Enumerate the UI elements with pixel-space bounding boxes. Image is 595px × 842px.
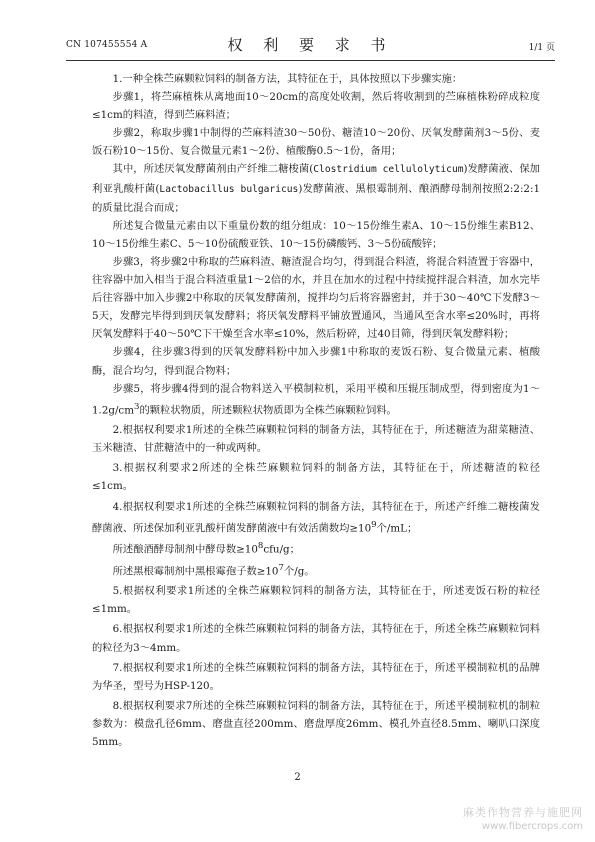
page-indicator: 1/1 页: [528, 43, 555, 53]
text-segment: cfu/g；: [263, 543, 300, 556]
claim-1-step-2-inoculant: [92, 160, 540, 216]
claim-1-step-4: 步骤4，往步骤3得到的厌氧发酵料粉中加入步骤1中称取的麦饭石粉、复合微量元素、植酸酶，混合均匀，得到混合物料；: [92, 346, 540, 377]
claims-body: [92, 70, 540, 751]
header-divider: [66, 60, 555, 61]
claim-4-rhizopus: [92, 559, 540, 581]
species-name: Clostridium cellulolyticum: [313, 164, 464, 176]
text-segment: 的颗粒状物质，所述颗粒状物质即为全株苎麻颗粒饲料。: [139, 404, 397, 417]
text-segment: 4.根据权利要求1所述的全株苎麻颗粒饲料的制备方法，其特征在于，所述产纤维二糖梭菌发酵菌液、所述保加利亚乳酸杆菌发酵菌液中有效活菌数均≥10: [92, 500, 540, 535]
text-segment: 所述酿酒酵母制剂中酵母数≥10: [112, 543, 258, 556]
claim-6: 6.根据权利要求1所述的全株苎麻颗粒饲料的制备方法，其特征在于，所述全株苎麻颗粒饲料的粒径为3～4mm。: [92, 623, 540, 654]
superscript: 9: [371, 519, 377, 530]
claim-1-step-1: 步骤1，将苎麻植株从离地面10～20cm的高度处收割，然后将收割到的苎麻植株粉碎成粒度≤1cm的料渣，得到苎麻料渣；: [92, 91, 540, 122]
claim-5: 5.根据权利要求1所述的全株苎麻颗粒饲料的制备方法，其特征在于，所述麦饭石粉的粒径≤1mm。: [92, 585, 540, 616]
page-header: [66, 30, 555, 60]
text-segment: )发酵菌液、保加利亚乳酸杆菌(: [92, 163, 540, 195]
claim-4: [92, 498, 540, 538]
watermark: [463, 806, 583, 834]
superscript: 8: [257, 541, 264, 552]
text-segment: 步骤5，将步骤4得到的混合物料送入平模制粒机，采用平模和压辊压制成型，得到密度为1～1.2g/cm: [92, 382, 540, 417]
claim-1-step-2: 步骤2，称取步骤1中制得的苎麻料渣30～50份、糖渣10～20份、厌氧发酵菌剂3～5份、麦饭石粉10～15份、复合微量元素1～2份、植酸酶0.5～1份，备用；: [92, 127, 540, 158]
claim-1-step-3: 步骤3，将步骤2中称取的苎麻料渣、糖渣混合均匀，得到混合料渣，将混合料渣置于容器中，往容器中加入相当于混合料渣重量1～2倍的水，并且在加水的过程中持续搅拌混合料渣，加水完毕后往容器中加入步骤2中称取的厌氧发酵菌剂，搅拌均匀后将容器密封，并于30～40℃下发酵3～5天，发酵完毕得到到厌氧发酵料；将厌氧发酵料平铺放置通风，当通风至含水率≤20%时，再将厌氧发酵料于40～50℃下干燥至含水率≤10%，然后粉碎，过40目筛，得到厌氧发酵料粉；: [92, 255, 540, 341]
document-title: 权 利 要 求 书: [227, 36, 394, 54]
watermark-site-name: 麻类作物营养与施肥网: [463, 806, 583, 819]
claim-3: 3.根据权利要求2所述的全株苎麻颗粒饲料的制备方法，其特征在于，所述糖渣的粒径≤1cm。: [92, 462, 540, 493]
superscript: 7: [278, 562, 284, 573]
watermark-url: www.fibercrops.com: [481, 821, 583, 832]
claim-4-yeast: [92, 537, 540, 559]
publication-number: CN 107455554 A: [66, 40, 148, 50]
claim-1-step-2-trace-elements: 所述复合微量元素由以下重量份数的组分组成：10～15份维生素A、10～15份维生素B12、10～15份维生素C、5～10份硫酸亚铁、10～15份磷酸钙、3～5份硫酸锌；: [92, 219, 540, 250]
text-segment: 个/g。: [283, 565, 315, 578]
claim-1-step-5: [92, 380, 540, 420]
claim-2: 2.根据权利要求1所述的全株苎麻颗粒饲料的制备方法，其特征在于，所述糖渣为甜菜糖渣、玉米糖渣、甘蔗糖渣中的一种或两种。: [92, 424, 540, 455]
superscript: 3: [133, 401, 140, 412]
text-segment: )发酵菌液、黑根霉制剂、酿酒酵母制剂按照2:2:2:1的质量比混合而成；: [92, 182, 540, 214]
claim-1: 1.一种全株苎麻颗粒饲料的制备方法，其特征在于，具体按照以下步骤实施：: [112, 73, 463, 85]
text-segment: 其中，所述厌氧发酵菌剂由产纤维二糖梭菌(: [112, 163, 314, 176]
claim-7: 7.根据权利要求1所述的全株苎麻颗粒饲料的制备方法，其特征在于，所述平模制粒机的品牌为华圣，型号为HSP-120。: [92, 661, 540, 692]
page-number: 2: [294, 772, 301, 783]
species-name: Lactobacillus bulgaricus: [159, 183, 299, 195]
claim-8: 8.根据权利要求7所述的全株苎麻颗粒饲料的制备方法，其特征在于，所述平模制粒机的制粒参数为：模盘孔径6mm、磨盘直径200mm、磨盘厚度26mm、模孔外直径8.5mm、喇叭口深度5mm。: [92, 699, 540, 748]
text-segment: 个/mL；: [376, 522, 418, 535]
text-segment: 所述黑根霉制剂中黑根霉孢子数≥10: [112, 565, 279, 578]
